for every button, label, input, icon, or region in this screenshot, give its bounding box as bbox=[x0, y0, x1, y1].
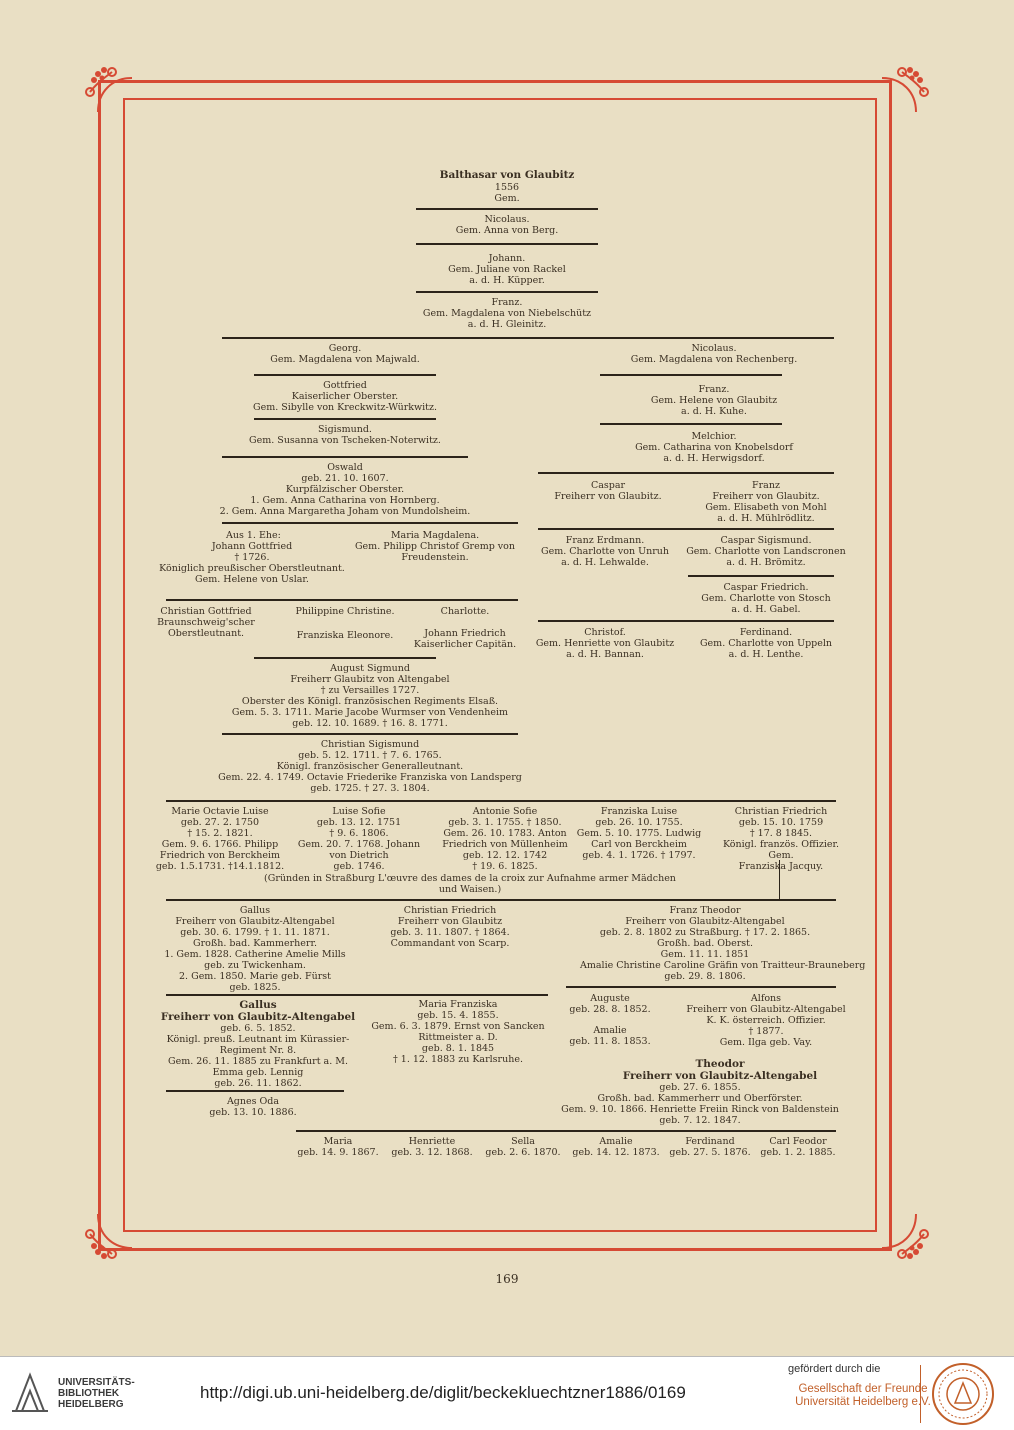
franziska-eleonore-entry: Franziska Eleonore. bbox=[296, 630, 394, 641]
generation-rule bbox=[600, 423, 782, 425]
christian-friedrich-entry: Christian Friedrich geb. 15. 10. 1759 † 17. 8 1845. Königl. französ. Offizier. Gem. Franziska Jacquy. bbox=[722, 806, 840, 872]
child-carl-feodor: Carl Feodor geb. 1. 2. 1885. bbox=[760, 1136, 836, 1158]
franziska-luise-entry: Franziska Luise geb. 26. 10. 1755. Gem. 5. 10. 1775. Ludwig Carl von Berckheim geb. 4. 1. 1726. † 1797. bbox=[576, 806, 702, 861]
alfons-entry: Alfons Freiherr von Glaubitz-Altengabel K. K. österreich. Offizier. † 1877. Gem. Ilga geb. Vay. bbox=[686, 993, 846, 1048]
generation-rule bbox=[166, 800, 836, 802]
generation-rule bbox=[600, 374, 782, 376]
theodor-bold-name: Theodor Freiherr von Glaubitz-Altengabel bbox=[622, 1058, 818, 1082]
melchior-entry: Melchior. Gem. Catharina von Knobelsdorf a. d. H. Herwigsdorf. bbox=[635, 431, 793, 464]
generation-rule bbox=[222, 522, 518, 524]
root-spouse: Gem. bbox=[494, 193, 520, 204]
generation-rule bbox=[254, 374, 436, 376]
caspar-friedrich-entry: Caspar Friedrich. Gem. Charlotte von Stosch a. d. H. Gabel. bbox=[701, 582, 831, 615]
generation-rule bbox=[296, 1130, 836, 1132]
generation-rule bbox=[254, 657, 436, 659]
gallus-details: geb. 6. 5. 1852. Königl. preuß. Leutnant im Kürassier- Regiment Nr. 8. Gem. 26. 11. 1885 zu Frankfurt a. M. Emma geb. Lennig geb. 26. 11. 1862. bbox=[166, 1023, 350, 1089]
generation-rule bbox=[254, 418, 436, 420]
university-seal-icon bbox=[930, 1361, 996, 1427]
gallus-bold-name: Gallus Freiherr von Glaubitz-Altengabel bbox=[160, 999, 356, 1023]
franz-erdmann-entry: Franz Erdmann. Gem. Charlotte von Unruh a. d. H. Lehwalde. bbox=[540, 535, 669, 568]
child-henriette: Henriette geb. 3. 12. 1868. bbox=[391, 1136, 473, 1158]
library-logo-icon bbox=[10, 1371, 50, 1415]
marie-octavie-entry: Marie Octavie Luise geb. 27. 2. 1750 † 15. 2. 1821. Gem. 9. 6. 1766. Philipp Friedrich von Berckheim geb. 1.5.1731. †14.1.1812. bbox=[155, 806, 285, 872]
permalink-url[interactable]: http://digi.ub.uni-heidelberg.de/diglit/beckekluechtzner1886/0169 bbox=[200, 1383, 686, 1402]
generation-rule bbox=[166, 899, 836, 901]
first-marriage-label: Aus 1. Ehe: bbox=[226, 530, 281, 541]
root-name: Balthasar von Glaubitz bbox=[439, 169, 575, 181]
generation-rule bbox=[416, 291, 598, 293]
footer-divider bbox=[920, 1365, 921, 1423]
root-year: 1556 bbox=[494, 182, 520, 193]
nicolaus-right-entry: Nicolaus. Gem. Magdalena von Rechenberg. bbox=[630, 343, 798, 365]
gruenden-note: (Gründen in Straßburg L'œuvre des dames de la croix zur Aufnahme armer Mädchen und Waisen.) bbox=[264, 873, 676, 895]
caspar-sigismund-entry: Caspar Sigismund. Gem. Charlotte von Landscronen a. d. H. Brömitz. bbox=[686, 535, 846, 568]
sponsor-name[interactable]: Gesellschaft der Freunde Universität Heidelberg e.V. bbox=[795, 1383, 931, 1408]
descent-line bbox=[779, 860, 780, 900]
sponsor-label: gefördert durch die bbox=[788, 1363, 881, 1375]
generation-rule bbox=[166, 599, 518, 601]
august-sigmund-entry: August Sigmund Freiherr Glaubitz von Altengabel † zu Versailles 1727. Oberster des Königl. französischen Regiments Elsaß. Gem. 5. 3. 1711. Marie Jacobe Wurmser von Vendenheim geb. 12. 10. 1689. † 16. 8. 1771. bbox=[231, 663, 509, 729]
sigismund-entry: Sigismund. Gem. Susanna von Tscheken-Noterwitz. bbox=[249, 424, 441, 446]
library-name: UNIVERSITÄTS- BIBLIOTHEK HEIDELBERG bbox=[58, 1377, 135, 1410]
page-number: 169 bbox=[495, 1272, 519, 1286]
generation-rule bbox=[166, 994, 548, 996]
generation-rule bbox=[538, 472, 834, 474]
generation-rule bbox=[416, 208, 598, 210]
gen3-entry: Franz. Gem. Magdalena von Niebelschütz a. d. H. Gleinitz. bbox=[422, 297, 592, 330]
georg-entry: Georg. Gem. Magdalena von Majwald. bbox=[270, 343, 420, 365]
generation-rule bbox=[688, 575, 834, 577]
franz-right-entry: Franz. Gem. Helene von Glaubitz a. d. H. Kuhe. bbox=[650, 384, 778, 417]
generation-rule bbox=[566, 986, 836, 988]
franz-theodor-entry: Franz Theodor Freiherr von Glaubitz-Altengabel geb. 2. 8. 1802 zu Straßburg. † 17. 2. 1865. Großh. bad. Oberst. Gem. 11. 11. 1851 Amalie Christine Caroline Gräfin von Traitteur-Brauneberg geb. 29. 8. 1806. bbox=[580, 905, 866, 982]
theodor-details: geb. 27. 6. 1855. Großh. bad. Kammerherr und Oberförster. Gem. 9. 10. 1866. Henriette Freiin Rinck von Baldenstein geb. 7. 12. 1847. bbox=[561, 1082, 839, 1126]
generation-rule bbox=[166, 1090, 344, 1092]
philippine-entry: Philippine Christine. bbox=[295, 606, 395, 617]
corner-ornament-icon bbox=[880, 1212, 932, 1264]
agnes-oda-entry: Agnes Oda geb. 13. 10. 1886. bbox=[209, 1096, 297, 1118]
johann-gottfried-entry: Johann Gottfried † 1726. Königlich preußischer Oberstleutnant. Gem. Helene von Uslar. bbox=[159, 541, 345, 585]
christof-entry: Christof. Gem. Henriette von Glaubitz a. d. H. Bannan. bbox=[535, 627, 675, 660]
charlotte-entry: Charlotte. bbox=[440, 606, 490, 617]
corner-ornament-icon bbox=[82, 62, 134, 114]
christian-friedrich-2-entry: Christian Friedrich Freiherr von Glaubitz geb. 3. 11. 1807. † 1864. Commandant von Scarp. bbox=[390, 905, 510, 949]
generation-rule bbox=[222, 337, 834, 339]
gen2-entry: Johann. Gem. Juliane von Rackel a. d. H. Küpper. bbox=[448, 253, 566, 286]
child-amalie: Amalie geb. 14. 12. 1873. bbox=[572, 1136, 660, 1158]
child-maria: Maria geb. 14. 9. 1867. bbox=[297, 1136, 379, 1158]
franz-mohl-entry: Franz Freiherr von Glaubitz. Gem. Elisabeth von Mohl a. d. H. Mühlrödlitz. bbox=[705, 480, 827, 524]
ferdinand-entry: Ferdinand. Gem. Charlotte von Uppeln a. d. H. Lenthe. bbox=[699, 627, 833, 660]
generation-rule bbox=[538, 620, 834, 622]
caspar-entry: Caspar Freiherr von Glaubitz. bbox=[554, 480, 662, 502]
luise-sofie-entry: Luise Sofie geb. 13. 12. 1751 † 9. 6. 1806. Gem. 20. 7. 1768. Johann von Dietrich geb. 1746. bbox=[297, 806, 421, 872]
maria-franziska-entry: Maria Franziska geb. 15. 4. 1855. Gem. 6. 3. 1879. Ernst von Sancken Rittmeister a. D. geb. 8. 1. 1845 † 1. 12. 1883 zu Karlsruhe. bbox=[371, 999, 545, 1065]
antonie-sofie-entry: Antonie Sofie geb. 3. 1. 1755. † 1850. Gem. 26. 10. 1783. Anton Friedrich von Müllenheim geb. 12. 12. 1742 † 19. 6. 1825. bbox=[442, 806, 568, 872]
corner-ornament-icon bbox=[82, 1212, 134, 1264]
christian-gottfried-entry: Christian Gottfried Braunschweig'scher Oberstleutnant. bbox=[157, 606, 255, 639]
corner-ornament-icon bbox=[880, 62, 932, 114]
johann-friedrich-entry: Johann Friedrich Kaiserlicher Capitän. bbox=[413, 628, 517, 650]
footer-bar bbox=[0, 1356, 1014, 1430]
generation-rule bbox=[222, 733, 518, 735]
generation-rule bbox=[538, 528, 834, 530]
christian-sigismund-entry: Christian Sigismund geb. 5. 12. 1711. † 7. 6. 1765. Königl. französischer Generalleutnant. Gem. 22. 4. 1749. Octavie Friederike Franziska von Landsperg geb. 1725. † 27. 3. 1804. bbox=[218, 739, 522, 794]
generation-rule bbox=[222, 456, 468, 458]
gen1-entry: Nicolaus. Gem. Anna von Berg. bbox=[455, 214, 559, 236]
gallus-entry: Gallus Freiherr von Glaubitz-Altengabel geb. 30. 6. 1799. † 1. 11. 1871. Großh. bad. Kammerherr. 1. Gem. 1828. Catherine Amelie Mills geb. zu Twickenham. 2. Gem. 1850. Marie geb. Fürst geb. 1825. bbox=[164, 905, 346, 993]
child-sella: Sella geb. 2. 6. 1870. bbox=[485, 1136, 561, 1158]
gottfried-entry: Gottfried Kaiserlicher Oberster. Gem. Sibylle von Kreckwitz-Würkwitz. bbox=[252, 380, 438, 413]
auguste-entry: Auguste geb. 28. 8. 1852. bbox=[569, 993, 651, 1015]
child-ferdinand: Ferdinand geb. 27. 5. 1876. bbox=[669, 1136, 751, 1158]
maria-magdalena-entry: Maria Magdalena. Gem. Philipp Christof Gremp von Freudenstein. bbox=[354, 530, 516, 563]
generation-rule bbox=[416, 243, 598, 245]
oswald-entry: Oswald geb. 21. 10. 1607. Kurpfälzischer Oberster. 1. Gem. Anna Catharina von Hornberg. 2. Gem. Anna Margaretha Joham von Mundolsheim. bbox=[219, 462, 471, 517]
amalie-entry: Amalie geb. 11. 8. 1853. bbox=[569, 1025, 651, 1047]
